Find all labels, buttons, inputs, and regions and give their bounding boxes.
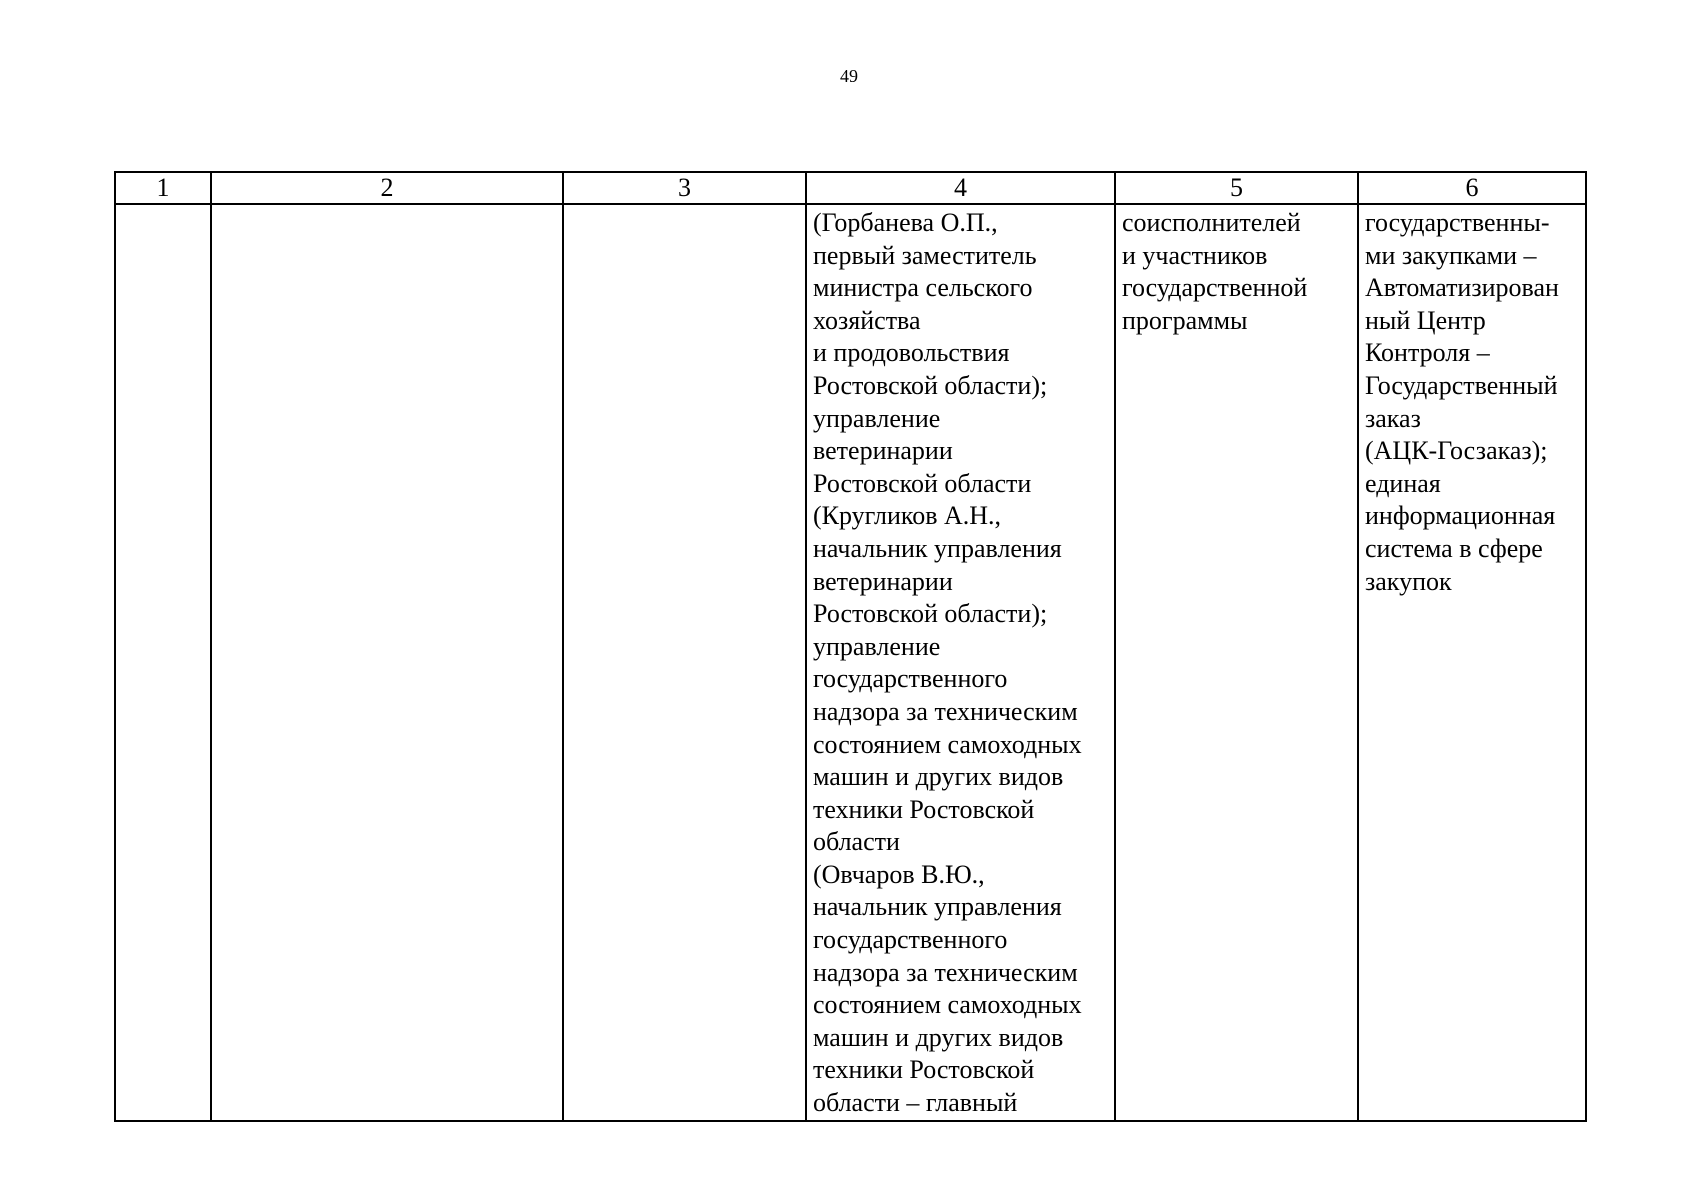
table-header-row [115, 172, 1586, 204]
cell-col-1-text [116, 205, 210, 207]
document-table [114, 171, 1587, 1122]
cell-col-1 [115, 204, 211, 1121]
table-row [115, 204, 1586, 1121]
cell-col-5 [1115, 204, 1358, 1121]
column-header-5: 5 [1115, 172, 1358, 204]
cell-col-2-text [212, 205, 562, 207]
cell-col-3-text [564, 205, 805, 207]
column-header-1: 1 [115, 172, 211, 204]
cell-col-3 [563, 204, 806, 1121]
cell-col-4-text: (Горбанева О.П., первый заместитель министра сельского хозяйства и продовольствия Ростовской области); управление ветеринарии Ростовской области (Кругликов А.Н., начальник управления ветеринарии Ростовской области); управление государственного надзора за техническим состоянием самоходных машин и других видов техники Ростовской области (Овчаров В.Ю., начальник управления государственного надзора за техническим состоянием самоходных машин и других видов техники Ростовской области – главный [813, 208, 1082, 1118]
column-header-2: 2 [211, 172, 563, 204]
column-header-4: 4 [806, 172, 1115, 204]
cell-col-4 [806, 204, 1115, 1121]
cell-col-2 [211, 204, 563, 1121]
page-number: 49 [840, 66, 858, 86]
cell-col-6-text: государственны- ми закупками – Автоматизирован ный Центр Контроля – Государственный заказ (АЦК-Госзаказ); единая информационная система в сфере закупок [1365, 208, 1559, 596]
cell-col-5-text: соисполнителей и участников государственной программы [1122, 208, 1308, 335]
column-header-6: 6 [1358, 172, 1586, 204]
cell-col-6 [1358, 204, 1586, 1121]
column-header-3: 3 [563, 172, 806, 204]
